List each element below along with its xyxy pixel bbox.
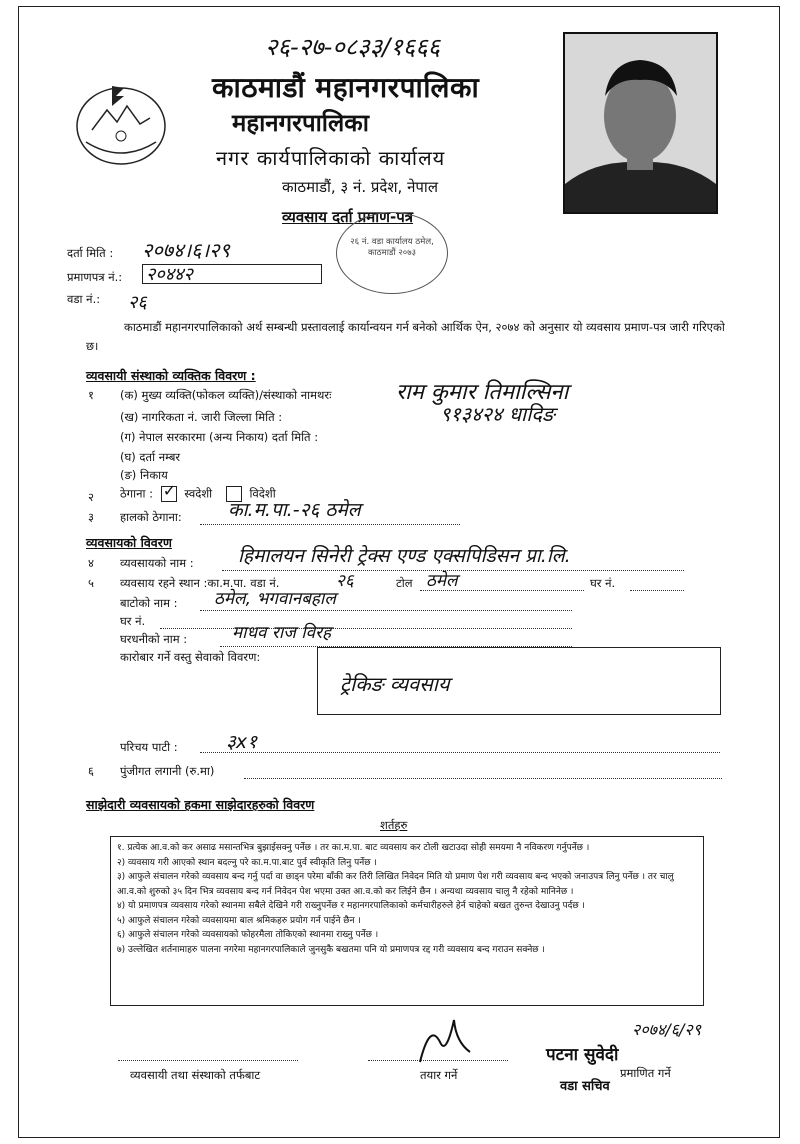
term-item: ७) उल्लेखित शर्तनामाहरु पालना नगरेमा महानगरपालिकाले जुनसुकै बखतमा पनि यो प्रमाणपत्र रद्द गरी व्यवसाय बन्द गराउन सक्नेछ ।	[117, 944, 545, 955]
reg-date-label: दर्ता मिति :	[67, 246, 114, 260]
focal-person-label: (क) मुख्य व्यक्ति(फोकल व्यक्ति)/संस्थाको नामथरः	[120, 388, 332, 402]
office-address: काठमाडौं, ३ नं. प्रदेश, नेपाल	[282, 178, 438, 196]
nepal-emblem-icon	[72, 78, 170, 168]
swadeshi-label: स्वदेशी	[184, 486, 213, 501]
street-name-line	[200, 610, 572, 611]
approver-stamp-name: पटना सुवेदी	[546, 1045, 619, 1065]
stamp-text: २६ नं. वडा कार्यालय ठमेल, काठमाडौं २०७३	[350, 237, 434, 258]
intro-paragraph: काठमाडौं महानगरपालिकाको अर्थ सम्बन्धी प्रस्तावलाई कार्यान्वयन गर्न बनेको आर्थिक ऐन, २०७४ को अनुसार यो व्यवसाय प्रमाण-पत्र जारी गरिएको छ।	[86, 320, 725, 353]
tole-value: ठमेल	[426, 571, 458, 591]
id-board-line	[200, 752, 720, 753]
ward-label: वडा नं.:	[67, 292, 101, 306]
term-item: ३) आफुले संचालन गरेको व्यवसाय बन्द गर्नु पर्दा वा छाड्न परेमा बाँकी कर तिरी लिखित निवेदन मिति यो प्रमाण पेश गरी व्यवसाय बन्द भएको जनाउपत्र लिनु पर्नेछ । तर चालु आ.व.को शुरुको ३५ दिन भित्र व्यवसाय बन्द गर्न निवेदन पेश भएमा उक्त आ.व.को कर लिईने छैन । अन्यथा व्यवसाय चालु नै रहेको मानिनेछ ।	[117, 872, 674, 897]
term-item: ४) यो प्रमाणपत्र व्यवसाय गरेको स्थानमा सबैले देखिने गरी राख्नुपर्नेछ र महानगरपालिकाको कर्मचारीहरुले हेर्न चाहेको बखत तुरुन्त देखाउनु पर्दछ ।	[117, 901, 585, 911]
citizenship-value: ९१३४२४ धादिङ	[440, 402, 555, 426]
item-3-number: ३	[88, 510, 94, 524]
applicant-photo	[563, 32, 718, 214]
section-personal-heading: व्यवसायी संस्थाको व्यक्तिक विवरण :	[86, 368, 256, 383]
id-board-label: परिचय पाटी :	[120, 740, 178, 754]
business-place-line	[420, 590, 584, 591]
citizenship-label: (ख) नागरिकता नं. जारी जिल्ला मिति :	[120, 410, 283, 424]
street-name-label: बाटोको नाम :	[120, 596, 178, 610]
section-business-heading: व्यवसायको विवरण	[86, 535, 172, 550]
owner-name-label: घरधनीको नाम :	[120, 632, 188, 646]
approver-sign-label: प्रमाणित गर्ने	[620, 1066, 671, 1080]
bideshi-label: विदेशी	[249, 486, 276, 501]
address-type-label: ठेगाना :	[120, 486, 154, 501]
business-ward-value: २६	[336, 571, 354, 591]
service-desc-value: ट्रेकिङ व्यवसाय	[340, 672, 450, 696]
business-name-value: हिमालयन सिनेरी ट्रेक्स एण्ड एक्सपिडिसन प्रा.लि.	[238, 545, 571, 567]
applicant-sign-label: व्यवसायी तथा संस्थाको तर्फबाट	[130, 1068, 261, 1082]
capital-label: पुंजीगत लगानी (रु.मा)	[120, 764, 215, 778]
preparer-sign-label: तयार गर्ने	[420, 1068, 458, 1082]
ward-value: २६	[128, 292, 147, 313]
swadeshi-checkbox[interactable]	[161, 481, 177, 502]
term-item: २) व्यवसाय गरी आएको स्थान बदल्नु परे का.म.पा.बाट पुर्व स्वीकृति लिनु पर्नेछ ।	[117, 857, 377, 868]
term-item: ६) आफुले संचालन गरेको व्यवसायको फोहरमैला तोकिएको स्थानमा राख्नु पर्नेछ ।	[117, 930, 379, 940]
service-desc-label: कारोबार गर्ने वस्तु सेवाको विवरण:	[120, 650, 261, 664]
reg-date-value: २०७४।६।२९	[142, 238, 230, 262]
title-executive-office: नगर कार्यपालिकाको कार्यालय	[216, 146, 446, 170]
business-name-label: व्यवसायको नाम :	[120, 556, 194, 570]
approver-sign-date: २०७४/६/२९	[632, 1020, 702, 1039]
item-1-number: १	[88, 388, 94, 402]
focal-person-value: राम कुमार तिमाल्सिना	[396, 380, 569, 405]
handwritten-file-number: २६-२७-०८३३/१६६६	[265, 33, 441, 61]
title-municipality-stylized: महानगरपालिका	[232, 109, 369, 137]
title-municipality: काठमाडौं महानगरपालिका	[212, 71, 480, 104]
cert-no-label: प्रमाणपत्र नं.:	[67, 270, 123, 284]
cert-no-value: २०४४२	[146, 264, 193, 285]
person-photo-icon	[565, 34, 716, 212]
partners-heading: साझेदारी व्यवसायको हकमा साझेदारहरुको विवरण	[86, 797, 315, 812]
certificate-title: व्यवसाय दर्ता प्रमाण-पत्र	[282, 208, 414, 226]
item-5-number: ५	[88, 576, 94, 590]
item-4-number: ४	[88, 556, 94, 570]
reg-number-label: (घ) दर्ता नम्बर	[120, 450, 181, 464]
capital-line	[244, 778, 722, 779]
tole-label: टोल	[396, 576, 413, 590]
check-mark-icon: ✓	[162, 481, 177, 500]
govt-reg-date-label: (ग) नेपाल सरकारमा (अन्य निकाय) दर्ता मिति :	[120, 430, 319, 444]
item-6-number: ६	[88, 764, 94, 778]
term-item: ५) आफुले संचालन गरेको व्यवसायमा बाल श्रमिकहरु प्रयोग गर्न पाईने छैन ।	[117, 915, 361, 926]
approver-stamp-title: वडा सचिव	[560, 1079, 610, 1094]
current-address-label: हालको ठेगाना:	[120, 510, 182, 524]
current-address-line	[200, 524, 460, 525]
applicant-sign-line	[118, 1060, 298, 1061]
term-item: १. प्रत्येक आ.व.को कर असाढ मसान्तभित्र बुझाईसक्नु पर्नेछ । तर का.म.पा. बाट व्यवसाय कर टोली खटाउदा सोही समयमा नै नविकरण गर्नुपर्नेछ ।	[117, 843, 590, 853]
terms-heading: शर्तहरु	[380, 818, 408, 832]
current-address-value: का.म.पा.-२६ ठमेल	[228, 499, 361, 521]
house-no-label: घर नं.	[590, 576, 616, 590]
item-2-number: २	[88, 490, 94, 504]
business-place-label: व्यवसाय रहने स्थान :का.म.पा. वडा नं.	[120, 576, 280, 590]
street-name-value: ठमेल, भगवानबहाल	[214, 589, 336, 609]
house-no-line	[630, 590, 684, 591]
owner-name-value: माधव राज विरह	[232, 623, 332, 643]
house-no-2-line	[160, 628, 572, 629]
house-no-2-label: घर नं.	[120, 614, 146, 628]
agency-label: (ङ) निकाय	[120, 468, 168, 482]
preparer-sign-line	[368, 1060, 508, 1061]
terms-box	[110, 836, 704, 1006]
id-board-value: ३x१	[226, 731, 258, 753]
